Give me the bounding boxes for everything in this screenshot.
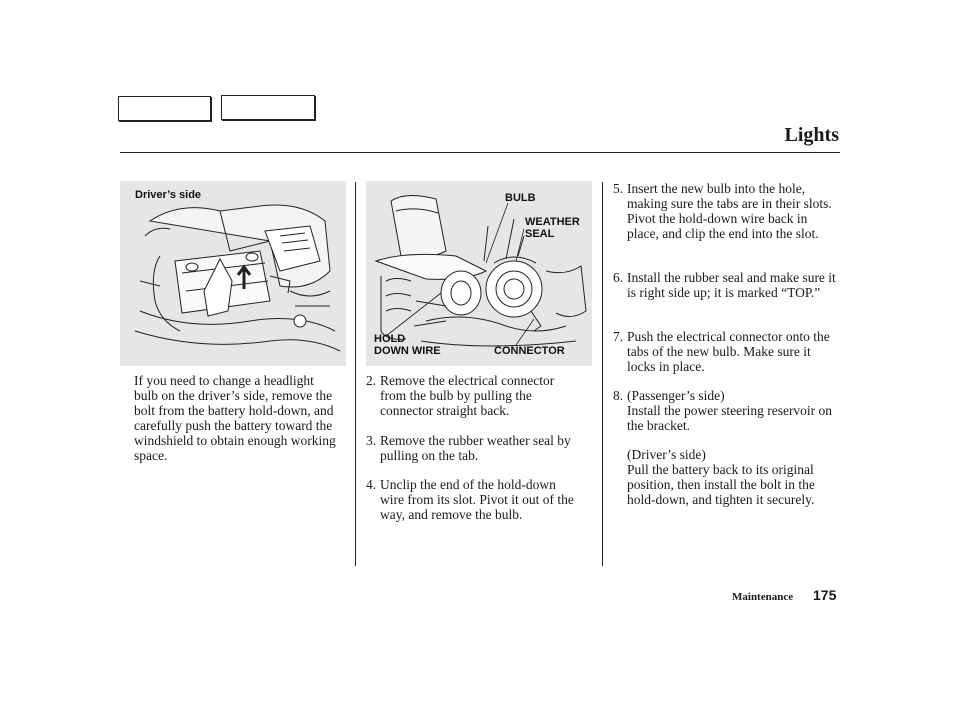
column-divider-1 — [355, 182, 356, 566]
step-8-driver-side: (Driver’s side) Pull the battery back to its original position, then install the bolt in the hold-down, and tighten it securely. — [627, 447, 815, 507]
header-tab-box-right — [221, 95, 315, 120]
intro-paragraph: If you need to change a headlight bulb on the driver’s side, remove the bolt from the battery hold-down, and carefully push the battery toward the windshield to obtain enough working space. — [134, 373, 336, 463]
step-number: 7. — [613, 329, 624, 344]
step-text: Unclip the end of the hold-down wire from its slot. Pivot it out of the way, and remove the bulb. — [380, 477, 574, 522]
headlight-bulb-figure — [366, 181, 592, 366]
step-text: (Passenger’s side) Install the power steering reservoir on the bracket. — [627, 388, 833, 433]
page-number: 175 — [813, 587, 837, 603]
driver-side-caption: Driver’s side — [135, 189, 202, 201]
weather-seal-label: WEATHER SEAL — [525, 216, 580, 240]
header-rule — [120, 152, 840, 153]
battery-illustration — [120, 181, 346, 366]
header-tab-box-left — [118, 96, 211, 121]
step-text: Remove the rubber weather seal by pulling on the tab. — [380, 433, 571, 463]
step-number: 8. — [613, 388, 624, 403]
bulb-label: BULB — [505, 192, 536, 204]
step-number: 5. — [613, 181, 624, 196]
step-number: 3. — [366, 433, 377, 448]
column-divider-2 — [602, 182, 603, 566]
footer-section: Maintenance — [732, 591, 794, 603]
step-number: 2. — [366, 373, 377, 388]
step-text: Push the electrical connector onto the tabs of the new bulb. Make sure it locks in place. — [627, 329, 830, 374]
connector-label: CONNECTOR — [494, 345, 565, 357]
step-text: Insert the new bulb into the hole, making sure the tabs are in their slots. Pivot the hold-down wire back in place, and clip the end into the slot. — [627, 181, 832, 241]
hold-down-wire-label: HOLD DOWN WIRE — [374, 333, 441, 357]
step-text: Remove the electrical connector from the bulb by pulling the connector straight back. — [380, 373, 555, 418]
step-text: Install the rubber seal and make sure it is right side up; it is marked “TOP.” — [627, 270, 836, 300]
step-number: 6. — [613, 270, 624, 285]
step-number: 4. — [366, 477, 377, 492]
driver-side-figure — [120, 181, 346, 366]
page-title: Lights — [784, 124, 839, 146]
